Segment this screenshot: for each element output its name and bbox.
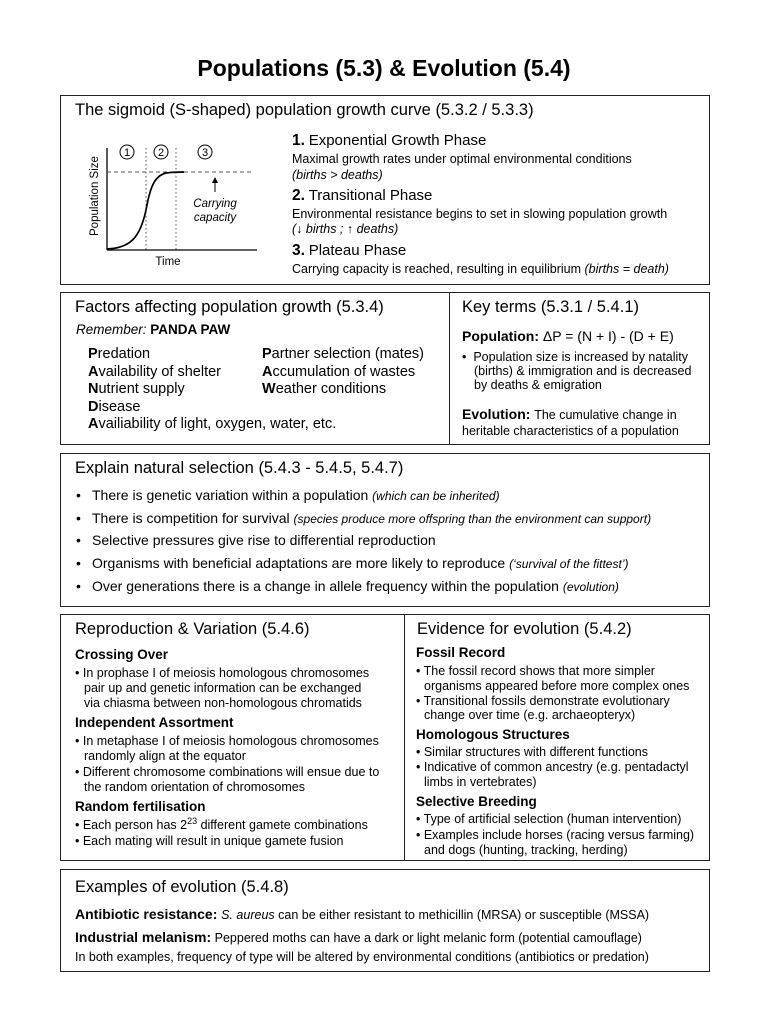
population-bullet-1: • Population size is increased by natality bbox=[462, 350, 689, 364]
phase-2-name: Transitional Phase bbox=[308, 187, 433, 204]
co-line-2: pair up and genetic information can be exchanged bbox=[84, 681, 362, 695]
fossil-line-3: • Transitional fossils demonstrate evolutionary bbox=[416, 694, 670, 708]
sel-line-2: • Examples include horses (racing versus farming) bbox=[416, 828, 695, 842]
factor-availability: Availiability of light, oxygen, water, etc. bbox=[88, 416, 337, 432]
mnemonic: PANDA PAW bbox=[150, 322, 231, 337]
fossil-line-4: change over time (e.g. archaeopteryx) bbox=[424, 708, 636, 722]
hom-line-1: • Similar structures with different functions bbox=[416, 745, 649, 759]
industrial-line: Industrial melanism: Peppered moths can have a dark or light melanic form (potential camouflage) bbox=[75, 929, 642, 945]
population-bullet-3: by deaths & emigration bbox=[474, 378, 602, 392]
ns-item-1: • There is genetic variation within a population (which can be inherited) bbox=[76, 487, 500, 503]
phase-marker-3-label: 3 bbox=[201, 147, 209, 159]
ns-item-3: • Selective pressures give rise to differential reproduction bbox=[76, 532, 436, 548]
page-title: Populations (5.3) & Evolution (5.4) bbox=[197, 55, 571, 81]
phase-3-num: 3. bbox=[292, 242, 305, 259]
reproduction-heading: Reproduction & Variation (5.4.6) bbox=[75, 620, 310, 638]
fossil-line-1: • The fossil record shows that more simpler bbox=[416, 664, 655, 678]
sel-line-3: and dogs (hunting, tracking, herding) bbox=[424, 843, 628, 857]
factor-wastes: Accumulation of wastes bbox=[262, 364, 416, 380]
ia-line-3: • Different chromosome combinations will ensue due to bbox=[75, 765, 380, 779]
factor-weather: Weather conditions bbox=[262, 381, 387, 397]
phase-3-note: (births = death) bbox=[584, 262, 669, 276]
key-terms-heading: Key terms (5.3.1 / 5.4.1) bbox=[462, 298, 639, 316]
ns-item-2: • There is competition for survival (species produce more offspring than the environment can support) bbox=[76, 510, 652, 526]
ns-item-5: • Over generations there is a change in allele frequency within the population (evolution) bbox=[76, 578, 619, 594]
hom-line-2: • Indicative of common ancestry (e.g. pentadactyl bbox=[416, 760, 689, 774]
phase-2-desc: Environmental resistance begins to set in slowing population growth bbox=[292, 207, 668, 221]
population-label: Population: bbox=[462, 328, 539, 344]
ns-item-4: • Organisms with beneficial adaptations are more likely to reproduce (‘survival of the fittest’) bbox=[76, 555, 629, 571]
ia-line-1: • In metaphase I of meiosis homologous chromosomes bbox=[75, 734, 379, 748]
factors-heading: Factors affecting population growth (5.3.4) bbox=[75, 298, 384, 316]
phase-marker-1-label: 1 bbox=[123, 147, 131, 159]
carrying-arrow-head bbox=[212, 177, 218, 183]
phase-1-name: Exponential Growth Phase bbox=[308, 132, 487, 149]
carrying-label-1: Carrying bbox=[193, 198, 237, 210]
fossil-line-2: organisms appeared before more complex ones bbox=[424, 679, 690, 693]
examples-heading: Examples of evolution (5.4.8) bbox=[75, 878, 289, 896]
phase-1-desc: Maximal growth rates under optimal environmental conditions bbox=[292, 152, 632, 166]
antibiotic-line: Antibiotic resistance: S. aureus can be either resistant to methicillin (MRSA) or susceptible (MSSA) bbox=[75, 906, 650, 922]
factor-partner: Partner selection (mates) bbox=[262, 346, 424, 362]
population-formula: ΔP = (N + I) - (D + E) bbox=[542, 328, 674, 344]
phase-2-note: (↓ births ; ↑ deaths) bbox=[292, 222, 399, 236]
carrying-label-2: capacity bbox=[193, 212, 237, 224]
ia-line-2: randomly align at the equator bbox=[84, 749, 246, 763]
remember-label: Remember: bbox=[76, 322, 147, 337]
sel-line-1: • Type of artificial selection (human intervention) bbox=[416, 812, 682, 826]
co-line-3: via chiasma between non-homologous chromatids bbox=[84, 696, 362, 710]
fossil-record-heading: Fossil Record bbox=[416, 645, 506, 660]
ia-line-4: the random orientation of chromosomes bbox=[84, 780, 305, 794]
graph-y-label: Population Size bbox=[89, 156, 101, 236]
sigmoid-heading: The sigmoid (S-shaped) population growth curve (5.3.2 / 5.3.3) bbox=[75, 101, 534, 119]
evolution-line-2: heritable characteristics of a population bbox=[462, 424, 679, 438]
phase-1-num: 1. bbox=[292, 132, 305, 149]
selective-breeding-heading: Selective Breeding bbox=[416, 794, 537, 809]
phase-3-name: Plateau Phase bbox=[308, 242, 407, 259]
evolution-label: Evolution: bbox=[462, 406, 531, 422]
evolution-line-1: The cumulative change in bbox=[534, 408, 677, 422]
factor-shelter: Availability of shelter bbox=[88, 364, 221, 380]
phase-marker-2-label: 2 bbox=[157, 147, 165, 159]
factor-nutrient: Nutrient supply bbox=[88, 381, 185, 397]
evidence-heading: Evidence for evolution (5.4.2) bbox=[417, 620, 632, 638]
examples-summary: In both examples, frequency of type will be altered by environmental conditions (antibiotics or predation) bbox=[75, 950, 649, 964]
phase-2-num: 2. bbox=[292, 187, 305, 204]
hom-line-3: limbs in vertebrates) bbox=[424, 775, 537, 789]
phase-1-note: (births > deaths) bbox=[292, 168, 383, 182]
population-bullet-2: (births) & immigration and is decreased bbox=[474, 364, 692, 378]
rf-line-1: • Each person has $2^{23}$ different gamete combinations bbox=[75, 815, 368, 832]
random-fertilisation-heading: Random fertilisation bbox=[75, 799, 206, 814]
co-line-1: • In prophase I of meiosis homologous chromosomes bbox=[75, 666, 370, 680]
independent-assortment-heading: Independent Assortment bbox=[75, 715, 234, 730]
factor-predation: Predation bbox=[88, 346, 151, 362]
natural-selection-heading: Explain natural selection (5.4.3 - 5.4.5, 5.4.7) bbox=[75, 459, 404, 477]
sigmoid-graph bbox=[82, 138, 282, 273]
crossing-over-heading: Crossing Over bbox=[75, 647, 169, 662]
homologous-heading: Homologous Structures bbox=[416, 727, 570, 742]
phase-3-desc: Carrying capacity is reached, resulting in equilibrium bbox=[292, 262, 582, 276]
graph-x-label: Time bbox=[155, 256, 181, 268]
factor-disease: Disease bbox=[88, 399, 141, 415]
rf-line-2: • Each mating will result in unique gamete fusion bbox=[75, 834, 344, 848]
